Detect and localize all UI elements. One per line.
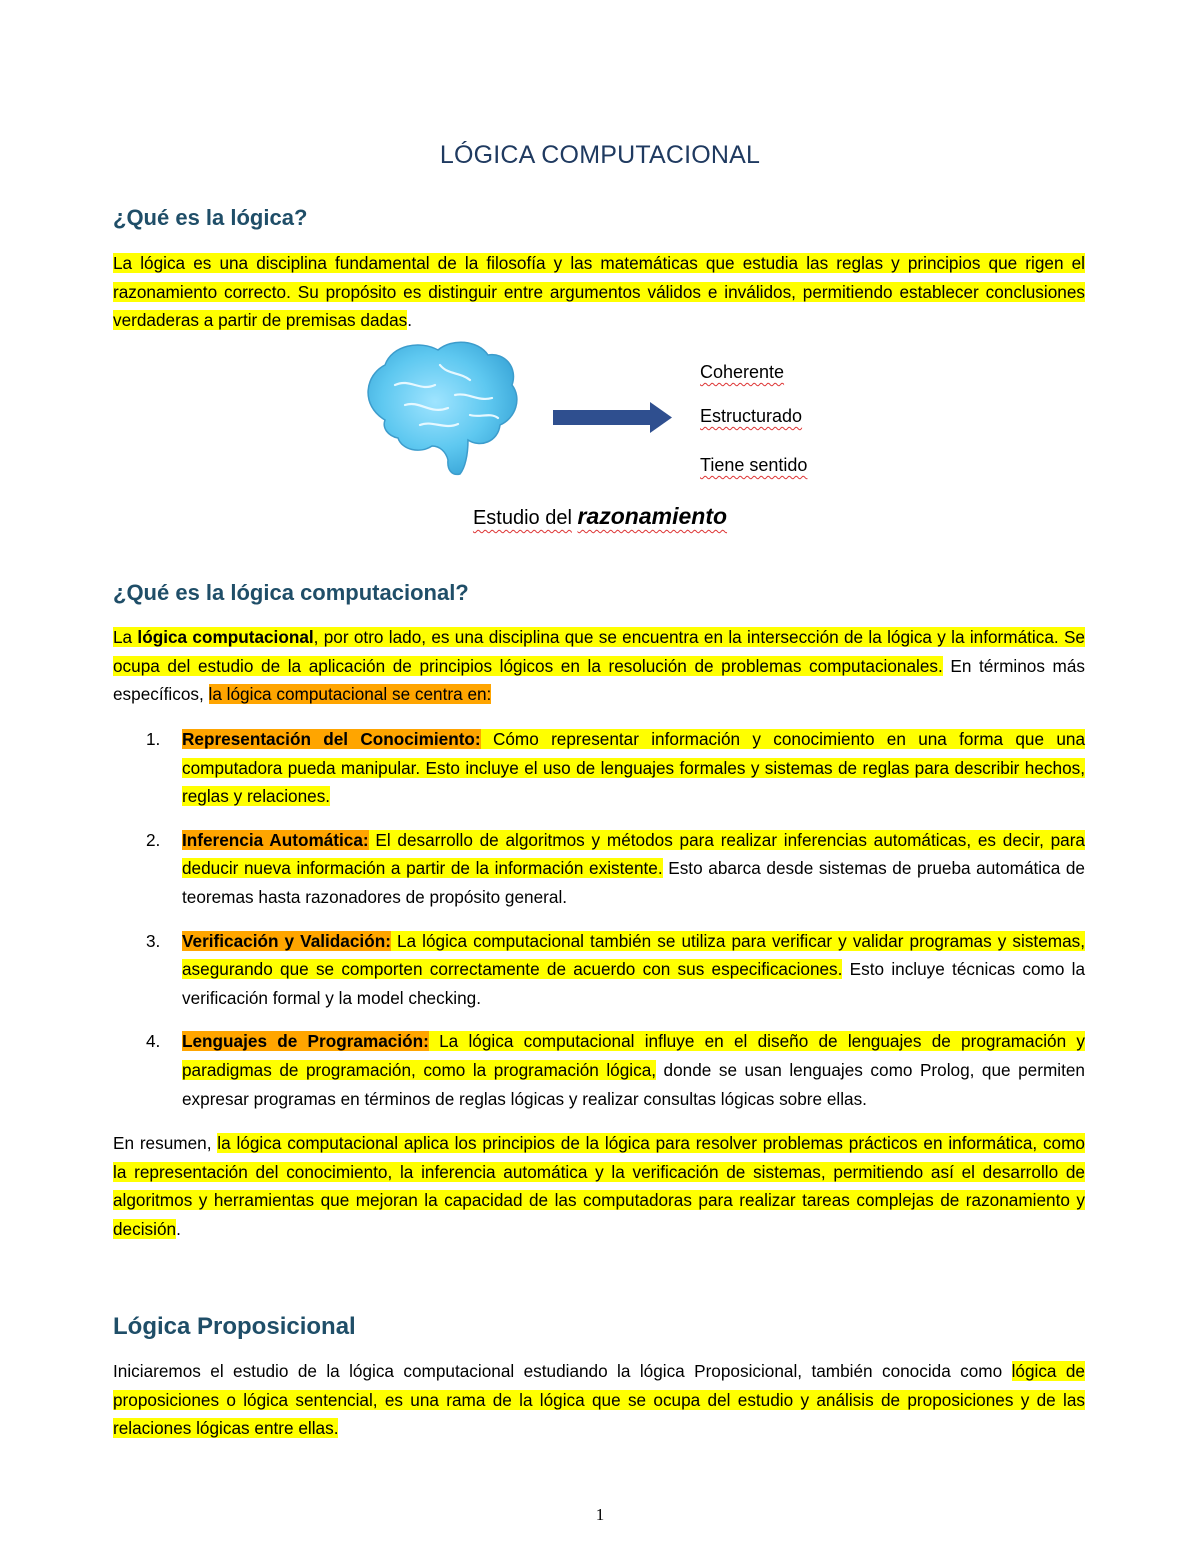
diagram-word-estructurado: Estructurado	[700, 406, 803, 426]
list-item	[113, 826, 1085, 912]
list-number: 1.	[146, 729, 161, 749]
numbered-list	[113, 725, 1085, 1128]
highlighted-text: , por otro lado, es una disciplina que se encuentra en la intersección de la lógica y la informática. Se ocupa del estudio de la aplicación de principios lógicos en la resolución de problemas computacionales.	[113, 627, 1085, 676]
arrow-right-icon	[553, 402, 672, 433]
list-item	[113, 1027, 1085, 1113]
plain-text: En resumen,	[113, 1133, 218, 1153]
list-term: Verificación y Validación:	[182, 930, 391, 951]
list-term: Inferencia Automática:	[182, 829, 369, 850]
diagram-word-tiene-sentido: Tiene sentido	[700, 455, 808, 475]
plain-text: En términos más específicos,	[113, 655, 1085, 705]
list-highlighted-text: La lógica computacional también se utiliza para verificar y validar programas y sistemas, asegurando que se comporten correctamente de acuerdo con sus especificaciones.	[182, 930, 1085, 980]
highlighted-text: La lógica es una disciplina fundamental de la filosofía y las matemáticas que estudia las reglas y principios que rigen el razonamiento correcto. Su propósito es distinguir entre argumentos válidos e inválidos, permitiendo establecer conclusiones verdaderas a partir de premisas dadas	[113, 253, 1085, 331]
list-item	[113, 927, 1085, 1013]
section-heading-logica: ¿Qué es la lógica?	[113, 205, 308, 230]
list-highlighted-text: Cómo representar información y conocimiento en una forma que una computadora pueda manipular. Esto incluye el uso de lenguajes formales y sistemas de reglas para describir hechos, reglas y relaciones.	[182, 729, 1086, 807]
caption-emphasis: razonamiento	[577, 503, 728, 529]
bold-term: lógica computacional	[137, 627, 314, 647]
plain-text: Iniciaremos el estudio de la lógica computacional estudiando la lógica Proposicional, también conocida como	[113, 1361, 1012, 1381]
list-item	[113, 725, 1085, 811]
list-highlighted-text: La lógica computacional influye en el diseño de lenguajes de programación y paradigmas de programación, como la programación lógica,	[182, 1031, 1085, 1080]
brain-icon	[368, 342, 517, 474]
list-number: 3.	[146, 930, 161, 951]
paragraph-end: .	[176, 1218, 181, 1239]
list-highlighted-text: El desarrollo de algoritmos y métodos para realizar inferencias automáticas, es decir, para deducir nueva información a partir de la información existente.	[182, 829, 1085, 879]
list-term: Representación del Conocimiento:	[182, 729, 481, 749]
list-plain-text: Esto incluye técnicas como la verificación formal y la model checking.	[182, 959, 1085, 1008]
orange-highlighted-text: la lógica computacional se centra en:	[208, 684, 492, 705]
section-heading-logica-computacional: ¿Qué es la lógica computacional?	[113, 580, 469, 605]
paragraph-end: .	[407, 310, 413, 331]
paragraph-summary	[113, 1129, 1085, 1243]
paragraph-logica-proposicional	[113, 1357, 1085, 1443]
caption-prefix: Estudio del	[472, 507, 572, 529]
section-heading-logica-proposicional: Lógica Proposicional	[113, 1313, 356, 1340]
highlighted-text: la lógica computacional aplica los principios de la lógica para resolver problemas prácticos en informática, como la representación del conocimiento, la inferencia automática y la verificación de sistemas, permitiendo así el desarrollo de algoritmos y herramientas que mejoran la capacidad de las computadoras para realizar tareas complejas de razonamiento y decisión	[113, 1133, 1085, 1239]
paragraph-logica-computacional-intro	[113, 623, 1085, 709]
diagram-caption	[0, 503, 1200, 530]
document-title: LÓGICA COMPUTACIONAL	[439, 141, 761, 169]
list-number: 2.	[146, 829, 161, 850]
page-number: 1	[595, 1505, 605, 1524]
reasoning-diagram	[0, 0, 1200, 560]
list-plain-text: donde se usan lenguajes como Prolog, que permiten expresar programas en términos de reglas lógicas y realizar consultas lógicas sobre ellas.	[182, 1059, 1085, 1109]
list-plain-text: Esto abarca desde sistemas de prueba automática de teoremas hasta razonadores de propósito general.	[182, 858, 1085, 907]
diagram-word-coherente: Coherente	[700, 362, 785, 382]
list-number: 4.	[146, 1031, 161, 1052]
highlighted-text: La	[113, 627, 138, 647]
highlighted-text: lógica de proposiciones o lógica sentencial, es una rama de la lógica que se ocupa del estudio y análisis de proposiciones y de las relaciones lógicas entre ellas.	[113, 1361, 1085, 1439]
list-term: Lenguajes de Programación:	[182, 1031, 429, 1052]
